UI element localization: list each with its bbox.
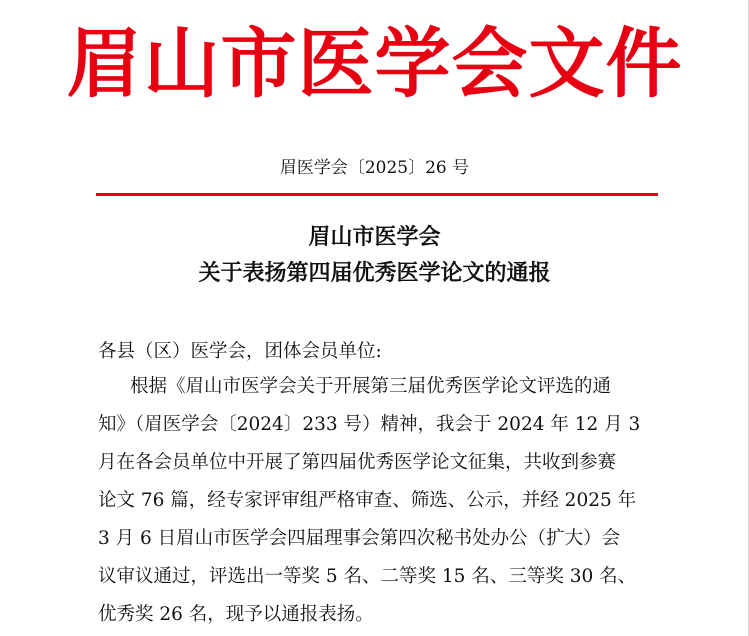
title-issuer: 眉山市医学会 <box>308 224 441 250</box>
body-line: 根据《眉山市医学会关于开展第三届优秀医学论文评选的通 <box>130 376 612 397</box>
body-line: 议审议通过，评选出一等奖 5 名、二等奖 15 名、三等奖 30 名、 <box>98 566 637 587</box>
document-number: 眉医学会〔2025〕26 号 <box>279 158 470 178</box>
salutation: 各县（区）医学会，团体会员单位: <box>98 341 382 362</box>
title-subject: 关于表扬第四届优秀医学论文的通报 <box>198 260 551 286</box>
red-header-rule <box>96 193 658 196</box>
body-line: 3 月 6 日眉山市医学会四届理事会第四次秘书处办公（扩大）会 <box>98 528 621 549</box>
body-line: 知》（眉医学会〔2024〕233 号）精神，我会于 2024 年 12 月 3 <box>98 414 641 435</box>
body-line: 论文 76 篇，经专家评审组严格审查、筛选、公示，并经 2025 年 <box>98 490 637 511</box>
body-line: 优秀奖 26 名，现予以通报表扬。 <box>98 604 374 625</box>
body-line: 月在各会员单位中开展了第四届优秀医学论文征集，共收到参赛 <box>98 452 617 473</box>
masthead-title: 眉山市医学会文件 <box>66 19 683 108</box>
